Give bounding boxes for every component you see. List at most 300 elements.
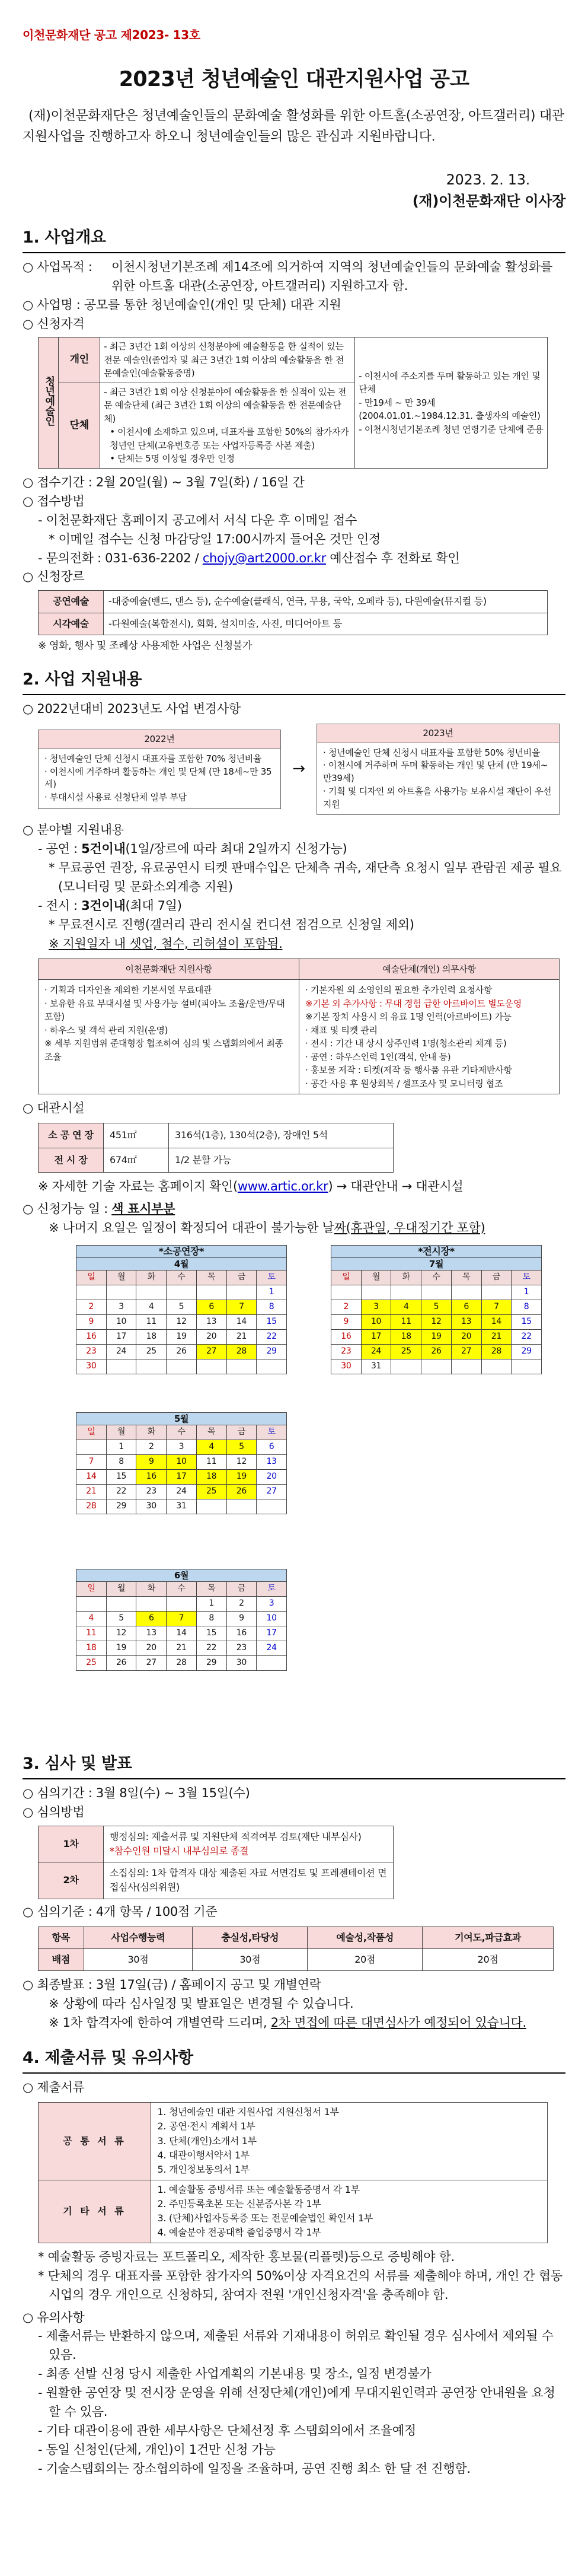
calendar-day: 16 xyxy=(136,1469,167,1484)
calendar-stage-june: 6월 일 월 화 수 목 금 토 1 2 3 4 5 6 7 8 9 10 11 12 13 14 15 16 17 18 19 20 21 22 23 24 25 26 27 28 29 30 xyxy=(76,1569,287,1671)
calendar-day: 26 xyxy=(226,1484,257,1499)
weekday-label: 화 xyxy=(136,1581,167,1596)
weekday-label: 금 xyxy=(481,1270,512,1285)
calendar-day: 7 xyxy=(226,1300,257,1314)
calendar-day: 24 xyxy=(257,1641,287,1655)
review-round: 2차 소집심의: 1차 합격자 대상 제출된 자료 서면검토 및 프레젠테이션 면접심사(심의위원) xyxy=(39,1862,394,1899)
review-period: ○ 심의기간 : 3월 8일(수) ~ 3월 15일(수) xyxy=(23,1785,250,1800)
venue-row: 소 공 연 장 451㎡ 316석(1층), 130석(2층), 장애인 5석 xyxy=(39,1123,394,1148)
calendar-day xyxy=(331,1285,362,1300)
calendar-week xyxy=(331,1344,542,1359)
calendar-day: 4 xyxy=(196,1440,226,1454)
calendar-day xyxy=(481,1285,512,1300)
calendar-day: 12 xyxy=(226,1454,257,1469)
calendar-day: 23 xyxy=(136,1484,167,1499)
calendar-day: 16 xyxy=(76,1329,107,1344)
notice-date: 2023. 2. 13. xyxy=(446,171,530,188)
calendar-day: 23 xyxy=(226,1641,257,1655)
calendar-day: 16 xyxy=(226,1626,257,1641)
calendar-day: 4 xyxy=(136,1300,167,1314)
review-method-label: ○ 심의방법 xyxy=(23,1804,85,1819)
criteria-label: ○ 심의기준 : 4개 항목 / 100점 기준 xyxy=(23,1904,218,1919)
calendar-day: 4 xyxy=(76,1611,107,1626)
method-email: - 이천문화재단 홈페이지 공고에서 서식 다운 후 이메일 접수 xyxy=(38,512,357,527)
duty-artist-items: · 기본자원 외 소영인의 필요한 추가인력 요청사항 ※기본 외 추가사항 : 무대 경험 급한 아르바이트 별도운영 ※기본 장치 사용시 의 유료 1명 인력(아르바이트) 가능 · 채표 및 티켓 관리 · 전시 : 기간 내 상시 상주인력 1명(청소관리 체계 등) · 공연 : 하우스인력 1인(객석, 안내 등) · 홍보물 제작 : 티켓(제작 등 행사품 유관 기타제반사항 · 공간 사용 후 원상회복 / 셀프조사 및 모니터링 협조 xyxy=(299,980,560,1094)
calendars xyxy=(76,1245,574,1738)
calendar-day: 29 xyxy=(257,1344,287,1359)
calendar-week xyxy=(76,1329,287,1344)
weekday-label: 화 xyxy=(136,1270,167,1285)
weekday-label: 토 xyxy=(257,1270,287,1285)
calendar-week xyxy=(76,1641,287,1655)
common-docs-list: 1. 청년예술인 대관 지원사업 지원신청서 1부 2. 공연·전시 계획서 1부 3. 단체(개인)소개서 1부 4. 대관이행서약서 1부 5. 개인정보동의서 1부 xyxy=(151,2102,548,2180)
calendar-day: 14 xyxy=(167,1626,197,1641)
calendar-day: 29 xyxy=(196,1655,226,1670)
calendar-day: 26 xyxy=(106,1655,136,1670)
calendar-day: 10 xyxy=(167,1454,197,1469)
calendar-day: 5 xyxy=(421,1300,452,1314)
calendar-week xyxy=(331,1300,542,1314)
changes-2022: 2022년 · 청년예술인 단체 신청시 대표자를 포함한 70% 청년비율 · 이천시에 거주하며 활동하는 개인 및 단체 (만 18세~만 35세) · 부대시설 사용료 신청단체 일부 부담 xyxy=(38,730,281,809)
calendar-day: 19 xyxy=(106,1641,136,1655)
section-1-title: 1. 사업개요 xyxy=(23,225,565,253)
eligibility-individual-items: - 최근 3년간 1회 이상의 신청분야에 예술활동을 한 실적이 있는 전문 예술인(졸업자 및 최근 3년간 1회 이상의 예술활동을 한 전문예술인(예술활동증명) xyxy=(100,337,355,383)
calendar-stage-may: 5월 일 월 화 수 목 금 토 1 2 3 4 5 6 7 8 9 10 11 12 13 14 15 16 17 18 19 20 21 22 23 24 25 26 27 28 29 30 31 xyxy=(76,1412,287,1514)
changes-2023: 2023년 · 청년예술인 단체 신청시 대표자를 포함한 50% 청년비율 · 이천시에 거주하며 두며 활동하는 개인 및 단체 (만 19세~만39세) · 기획 및 디자인 외 아트홀을 사용가능 보유시설 재단이 우선지원 xyxy=(317,724,560,816)
method-label: ○ 접수방법 xyxy=(23,493,85,508)
caution-2: - 최종 선발 신청 당시 제출한 사업계획의 기본내용 및 장소, 일정 변경불가 xyxy=(38,2367,432,2381)
weekday-label: 월 xyxy=(361,1270,391,1285)
calendar-day: 22 xyxy=(512,1329,542,1344)
calendar-day: 8 xyxy=(257,1300,287,1314)
calendar-day: 5 xyxy=(167,1300,197,1314)
calendar-day: 17 xyxy=(106,1329,136,1344)
section-2-title: 2. 사업 지원내용 xyxy=(23,667,565,695)
weekday-header xyxy=(76,1581,287,1596)
eligibility-common-items: - 이천시에 주소지를 두며 활동하고 있는 개인 및 단체 - 만19세 ~ 만 39세 (2004.01.01.~1984.12.31. 출생자의 예술인) - 이천시청년기본조례 청년 연령기준 단체에 준용 xyxy=(355,337,548,469)
weekday-header xyxy=(76,1270,287,1285)
genre-note: ※ 영화, 행사 및 조례상 사용제한 사업은 신청불가 xyxy=(38,639,253,652)
calendar-day: 12 xyxy=(167,1314,197,1329)
calendar-day xyxy=(481,1359,512,1374)
calendar-day: 13 xyxy=(257,1454,287,1469)
calendar-day xyxy=(136,1359,167,1374)
section-3-title: 3. 심사 및 발표 xyxy=(23,1752,565,1779)
calendar-day: 9 xyxy=(331,1314,362,1329)
weekday-label: 수 xyxy=(167,1270,197,1285)
eligibility-group: 단체 xyxy=(59,383,100,468)
calendar-week xyxy=(76,1626,287,1641)
calendar-week xyxy=(331,1314,542,1329)
score-table xyxy=(38,1927,554,1972)
calendar-day: 2 xyxy=(76,1300,107,1314)
calendar-day: 9 xyxy=(76,1314,107,1329)
calendar-day: 18 xyxy=(136,1329,167,1344)
contact-email-link[interactable]: chojy@art2000.or.kr xyxy=(202,550,326,565)
calendar-day xyxy=(136,1285,167,1300)
calendar-day: 28 xyxy=(167,1655,197,1670)
calendar-day: 8 xyxy=(106,1454,136,1469)
calendar-day: 14 xyxy=(226,1314,257,1329)
calendar-day: 17 xyxy=(167,1469,197,1484)
calendar-day: 31 xyxy=(167,1499,197,1514)
other-docs-label: 기 타 서 류 xyxy=(39,2180,151,2243)
calendar-day: 29 xyxy=(106,1499,136,1514)
venue-label: ○ 대관시설 xyxy=(23,1101,85,1116)
review-rounds-table xyxy=(38,1826,394,1899)
weekday-label: 목 xyxy=(451,1270,481,1285)
calendar-day: 3 xyxy=(361,1300,391,1314)
contact-line: - 문의전화 : 031-636-2202 / chojy@art2000.or.kr 예산접수 후 전화로 확인 xyxy=(38,550,460,565)
announcement-note-1: ※ 상황에 따라 심사일정 및 발표일은 변경될 수 있습니다. xyxy=(49,1997,354,2011)
purpose-text: 이천시청년기본조례 제14조에 의거하여 지역의 청년예술인들의 문화예술 활성화를 위한 아트홀 대관(소공연장, 아트갤러리) 지원하고자 함. xyxy=(111,259,552,293)
support-label: ○ 분야별 지원내용 xyxy=(23,823,124,838)
calendar-day: 15 xyxy=(257,1314,287,1329)
arrow-right-icon: → xyxy=(292,760,305,778)
calendar-day: 20 xyxy=(196,1329,226,1344)
documents-note-2: * 단체의 경우 대표자를 포함한 참가자의 50%이상 자격요건의 서류를 제출해야 하며, 개인 간 협동시업의 경우 개인으로 신청하되, 참여자 전원 '개인신청자격'을 충족해야 함. xyxy=(38,2268,563,2302)
calendar-day: 8 xyxy=(196,1611,226,1626)
calendar-day xyxy=(391,1359,421,1374)
calendar-day xyxy=(421,1359,452,1374)
calendar-day: 6 xyxy=(196,1300,226,1314)
support-exhibition: - 전시 : 3건이내(최대 7일) xyxy=(38,898,182,913)
calendar-day: 9 xyxy=(136,1454,167,1469)
calendar-day: 1 xyxy=(512,1285,542,1300)
support-exhibition-note: * 무료전시로 진행(갤러리 관리 전시실 컨디션 점검으로 신청일 제외) xyxy=(49,917,414,932)
caution-5: - 동일 신청인(단체, 개인)이 1건만 신청 가능 xyxy=(38,2442,276,2457)
calendar-day: 3 xyxy=(257,1596,287,1611)
calendar-day: 24 xyxy=(361,1344,391,1359)
caution-label: ○ 유의사항 xyxy=(23,2310,85,2325)
calendar-day: 24 xyxy=(167,1484,197,1499)
calendar-day xyxy=(226,1359,257,1374)
calendar-day: 6 xyxy=(257,1440,287,1454)
calendar-day: 25 xyxy=(196,1484,226,1499)
documents-label: ○ 제출서류 xyxy=(23,2080,85,2095)
calendar-stage-april: *소공연장* 4월 일 월 화 수 목 금 토 1 2 3 4 5 6 7 8 9 10 11 12 13 14 15 16 17 18 19 20 21 22 23 24 25 26 27 28 29 30 xyxy=(76,1245,287,1374)
calendar-day xyxy=(196,1285,226,1300)
calendar-day xyxy=(106,1359,136,1374)
calendar-grid xyxy=(76,1425,287,1514)
weekday-label: 일 xyxy=(331,1270,362,1285)
calendar-day: 11 xyxy=(136,1314,167,1329)
eligibility-table xyxy=(38,337,548,469)
weekday-label: 금 xyxy=(226,1581,257,1596)
homepage-link[interactable]: www.artic.or.kr xyxy=(237,1179,328,1193)
calendar-day: 13 xyxy=(451,1314,481,1329)
venue-row: 전 시 장 674㎡ 1/2 분할 가능 xyxy=(39,1148,394,1172)
calendar-week xyxy=(76,1344,287,1359)
calendar-week xyxy=(76,1300,287,1314)
calendar-day: 26 xyxy=(167,1344,197,1359)
calendar-day: 22 xyxy=(257,1329,287,1344)
calendar-day: 2 xyxy=(226,1596,257,1611)
weekday-label: 월 xyxy=(106,1270,136,1285)
calendar-day xyxy=(512,1359,542,1374)
calendar-day xyxy=(167,1285,197,1300)
calendar-day xyxy=(361,1285,391,1300)
calendar-gallery-july: *전시장* 7월 일 월 화 수 목 금 토 1 2 3 4 5 6 7 8 9 10 11 12 13 14 15 16 17 18 19 20 21 22 23 24 25 26 27 28 29 30 31 xyxy=(331,1245,542,1374)
calendar-day: 5 xyxy=(226,1440,257,1454)
calendar-week xyxy=(76,1285,287,1300)
calendar-day: 13 xyxy=(136,1626,167,1641)
calendar-day xyxy=(76,1285,107,1300)
calendar-day: 17 xyxy=(257,1626,287,1641)
calendar-day: 30 xyxy=(226,1655,257,1670)
calendar-week xyxy=(331,1285,542,1300)
calendar-week xyxy=(76,1655,287,1670)
weekday-label: 목 xyxy=(196,1270,226,1285)
eligibility-role: 청년예술인 xyxy=(39,337,59,469)
eligibility-group-items: - 최근 3년간 1회 이상 신청분야에 예술활동을 한 실적이 있는 전문 예술단체 (최근 3년간 1회 이상의 예술활동을 한 전문예술단체) • 이천시에 소재하고 있으며, 대표자를 포함한 50%의 참가자가 청년인 단체(고유번호증 또는 사업자등록증 사본 제출) • 단체는 5명 이상일 경우만 인정 xyxy=(100,383,355,468)
calendar-day: 12 xyxy=(106,1626,136,1641)
calendar-day: 26 xyxy=(421,1344,452,1359)
calendar-day: 7 xyxy=(167,1611,197,1626)
issuer: (재)이천문화재단 이사장 xyxy=(412,193,565,210)
calendar-week xyxy=(76,1611,287,1626)
review-round: 1차 행정심의: 제출서류 및 지원단체 적격여부 검토(재단 내부심사) *참수인원 미달시 내부심의로 종결 xyxy=(39,1826,394,1862)
calendar-day: 22 xyxy=(196,1641,226,1655)
calendar-grid xyxy=(76,1270,287,1374)
weekday-label: 화 xyxy=(391,1270,421,1285)
calendar-day: 6 xyxy=(136,1611,167,1626)
weekday-label: 일 xyxy=(76,1425,107,1440)
calendar-day: 30 xyxy=(76,1359,107,1374)
weekday-label: 수 xyxy=(167,1581,197,1596)
venue-table xyxy=(38,1123,394,1173)
calendar-day: 19 xyxy=(421,1329,452,1344)
caution-4: - 기타 대관이용에 관한 세부사항은 단체선정 후 스탭회의에서 조율예정 xyxy=(38,2423,416,2438)
common-docs-label: 공 통 서 류 xyxy=(39,2102,151,2180)
calendar-day: 5 xyxy=(106,1611,136,1626)
calendar-day: 3 xyxy=(106,1300,136,1314)
calendar-day: 28 xyxy=(76,1499,107,1514)
genre-row: 시각예술 -다원예술(복합전시), 회화, 설치미술, 사진, 미디어아트 등 xyxy=(39,613,548,635)
weekday-label: 일 xyxy=(76,1581,107,1596)
calendar-day: 27 xyxy=(257,1484,287,1499)
duty-table xyxy=(38,959,560,1095)
caution-3: - 원활한 공연장 및 전시장 운영을 위해 선정단체(개인)에게 무대지원인력과 공연장 안내원을 요청할 수 있음. xyxy=(38,2386,555,2419)
purpose xyxy=(23,258,565,296)
calendar-day: 16 xyxy=(331,1329,362,1344)
calendar-week xyxy=(76,1359,287,1374)
calendar-day: 11 xyxy=(196,1454,226,1469)
documents-table xyxy=(38,2102,548,2243)
calendar-week xyxy=(76,1469,287,1484)
venue-note: ※ 자세한 기술 자료는 홈페이지 확인(www.artic.or.kr) → 대관안내 → 대관시설 xyxy=(38,1179,464,1193)
calendar-day xyxy=(257,1499,287,1514)
calendar-day: 19 xyxy=(167,1329,197,1344)
caution-6: - 기술스탭회의는 장소협의하에 일정을 조율하며, 공연 진행 최소 한 달 전 진행함. xyxy=(38,2461,471,2476)
calendar-day: 6 xyxy=(451,1300,481,1314)
score-row: 배점 30점 30점 20점 20점 xyxy=(39,1949,554,1971)
calendar-day: 4 xyxy=(391,1300,421,1314)
duty-header-artist: 예술단체(개인) 의무사항 xyxy=(299,959,560,980)
calendar-day: 21 xyxy=(481,1329,512,1344)
calendar-day: 22 xyxy=(106,1484,136,1499)
weekday-label: 목 xyxy=(196,1581,226,1596)
calendar-day: 23 xyxy=(76,1344,107,1359)
calendar-grid xyxy=(76,1581,287,1671)
calendar-day: 9 xyxy=(226,1611,257,1626)
calendar-day: 10 xyxy=(106,1314,136,1329)
calendar-day: 28 xyxy=(481,1344,512,1359)
target-label: ○ 신청자격 xyxy=(23,316,85,331)
calendar-day: 30 xyxy=(136,1499,167,1514)
score-header: 항목 사업수행능력 충실성,타당성 예술성,작품성 기여도,파급효과 xyxy=(39,1927,554,1948)
calendar-day: 15 xyxy=(196,1626,226,1641)
weekday-label: 수 xyxy=(167,1425,197,1440)
calendar-day: 31 xyxy=(361,1359,391,1374)
calendar-day: 27 xyxy=(451,1344,481,1359)
weekday-label: 수 xyxy=(421,1270,452,1285)
calendar-day: 8 xyxy=(512,1300,542,1314)
weekday-label: 화 xyxy=(136,1425,167,1440)
weekday-label: 월 xyxy=(106,1581,136,1596)
calendar-day: 14 xyxy=(481,1314,512,1329)
page-title: 2023년 청년예술인 대관지원사업 공고 xyxy=(119,68,469,92)
calendar-day: 25 xyxy=(391,1344,421,1359)
calendar-day: 21 xyxy=(226,1329,257,1344)
calendar-day: 12 xyxy=(421,1314,452,1329)
support-performance-note: * 무료공연 권장, 유료공연시 티켓 판매수입은 단체측 귀속, 재단측 요청시 일부 관람권 제공 필요(모니터링 및 문화소외계층 지원) xyxy=(49,861,562,894)
weekday-label: 월 xyxy=(106,1425,136,1440)
calendar-day: 29 xyxy=(512,1344,542,1359)
calendar-week xyxy=(331,1359,542,1374)
duty-foundation-items: · 기획과 디자인을 제외한 기본서열 무료대관 · 보유한 유료 부대시설 및 사용가능 설비(피아노 조율/운반/무대 포함) · 하우스 및 객석 관리 지원(운영) ※ 세부 지원범위 준대형장 협조하여 심의 및 스탭회의에서 최종 조율 xyxy=(39,980,299,1094)
calendar-day: 10 xyxy=(257,1611,287,1626)
calendar-day: 1 xyxy=(106,1440,136,1454)
field-label: ○ 신청장르 xyxy=(23,569,85,584)
calendar-day: 23 xyxy=(331,1344,362,1359)
calendar-day: 25 xyxy=(76,1655,107,1670)
available-days-label: ○ 신청가능 일 : 색 표시부분 xyxy=(23,1201,175,1216)
calendar-day xyxy=(167,1596,197,1611)
calendar-day: 3 xyxy=(167,1440,197,1454)
calendar-week xyxy=(331,1329,542,1344)
calendar-day xyxy=(226,1285,257,1300)
calendar-day: 18 xyxy=(196,1469,226,1484)
calendar-day: 1 xyxy=(257,1285,287,1300)
calendar-day: 7 xyxy=(481,1300,512,1314)
calendar-grid xyxy=(331,1270,542,1374)
calendar-day: 14 xyxy=(76,1469,107,1484)
calendar-day: 7 xyxy=(76,1454,107,1469)
announcement-note-2: ※ 1차 합격자에 한하여 개별연락 드리며, 2차 면접에 따른 대면심사가 예정되어 있습니다. xyxy=(49,2015,526,2030)
notice-number: 이천문화재단 공고 제2023- 13호 xyxy=(23,28,200,42)
calendar-week xyxy=(76,1440,287,1454)
genre-row: 공연예술 -대중예술(밴드, 댄스 등), 순수예술(클래식, 연극, 무용, 국악, 오페라 등), 다원예술(뮤지컬 등) xyxy=(39,591,548,613)
calendar-day: 1 xyxy=(196,1596,226,1611)
calendar-day: 18 xyxy=(76,1641,107,1655)
calendar-day: 20 xyxy=(136,1641,167,1655)
calendar-day: 2 xyxy=(136,1440,167,1454)
weekday-label: 토 xyxy=(512,1270,542,1285)
weekday-label: 금 xyxy=(226,1425,257,1440)
calendar-day: 13 xyxy=(196,1314,226,1329)
calendar-day xyxy=(257,1359,287,1374)
application-period: ○ 접수기간 : 2월 20일(월) ~ 3월 7일(화) / 16일 간 xyxy=(23,475,305,489)
support-performance: - 공연 : 5건이내(1일/장르에 따라 최대 2일까지 신청가능) xyxy=(38,842,347,856)
weekday-header xyxy=(331,1270,542,1285)
support-setup-note: ※ 지원일자 내 셋업, 철수, 리허설이 포함됨. xyxy=(49,936,283,951)
calendar-day: 21 xyxy=(76,1484,107,1499)
calendar-day xyxy=(196,1499,226,1514)
calendar-day xyxy=(391,1285,421,1300)
calendar-day: 19 xyxy=(226,1469,257,1484)
caution-1: - 제출서류는 반환하지 않으며, 제출된 서류와 기재내용이 허위로 확인될 경우 심사에서 제외될 수 있음. xyxy=(38,2329,554,2362)
calendar-day: 30 xyxy=(331,1359,362,1374)
method-deadline-note: * 이메일 접수는 신청 마감당일 17:00시까지 들어온 것만 인정 xyxy=(49,531,381,546)
calendar-day: 15 xyxy=(106,1469,136,1484)
calendar-day: 17 xyxy=(361,1329,391,1344)
calendar-day: 20 xyxy=(257,1469,287,1484)
calendar-day: 11 xyxy=(76,1626,107,1641)
calendar-day xyxy=(451,1285,481,1300)
documents-note-1: * 예술활동 증빙자료는 포트폴리오, 제작한 홍보물(리플렛)등으로 증빙해야 함. xyxy=(38,2249,455,2264)
calendar-week xyxy=(76,1454,287,1469)
intro-text: (재)이천문화재단은 청년예술인들의 문화예술 활성화를 위한 아트홀(소공연장, 아트갤러리) 대관지원사업을 진행하고자 하오니 청년예술인들의 많은 관심과 지원바랍니다. xyxy=(23,108,564,145)
weekday-label: 토 xyxy=(257,1581,287,1596)
calendar-day: 2 xyxy=(331,1300,362,1314)
weekday-label: 금 xyxy=(226,1270,257,1285)
calendar-day xyxy=(226,1499,257,1514)
other-docs-list: 1. 예술활동 증빙서류 또는 예술활동증명서 각 1부 2. 주민등록초본 또는 신분증사본 각 1부 3. (단체)사업자등록증 또는 전문예술법인 확인서 1부 4. 예술분야 전공대학 졸업증명서 각 1부 xyxy=(151,2180,548,2243)
section-4-title: 4. 제출서류 및 유의사항 xyxy=(23,2046,565,2074)
available-days-note: ※ 나머지 요일은 일정이 확정되어 대관이 불가능한 날짜(휴관일, 우대정기간 포함) xyxy=(49,1220,485,1235)
calendar-day: 11 xyxy=(391,1314,421,1329)
calendar-day: 25 xyxy=(136,1344,167,1359)
calendar-day: 21 xyxy=(167,1641,197,1655)
calendar-week xyxy=(76,1596,287,1611)
calendar-week xyxy=(76,1314,287,1329)
weekday-label: 일 xyxy=(76,1270,107,1285)
calendar-day xyxy=(136,1596,167,1611)
weekday-header xyxy=(76,1425,287,1440)
calendar-week xyxy=(76,1499,287,1514)
calendar-day: 28 xyxy=(226,1344,257,1359)
calendar-day: 24 xyxy=(106,1344,136,1359)
calendar-day xyxy=(421,1285,452,1300)
calendar-day: 15 xyxy=(512,1314,542,1329)
calendar-day xyxy=(451,1359,481,1374)
calendar-day xyxy=(106,1285,136,1300)
final-announcement: ○ 최종발표 : 3월 17일(금) / 홈페이지 공고 및 개별연락 xyxy=(23,1978,321,1992)
calendar-day xyxy=(106,1596,136,1611)
calendar-day: 20 xyxy=(451,1329,481,1344)
eligibility-individual: 개인 xyxy=(59,337,100,383)
calendar-day: 27 xyxy=(196,1344,226,1359)
duty-header-foundation: 이천문화재단 지원사항 xyxy=(39,959,299,980)
purpose-label: ○ 사업목적 : xyxy=(23,259,92,274)
changes-compare xyxy=(38,724,560,816)
calendar-day: 27 xyxy=(136,1655,167,1670)
calendar-day xyxy=(196,1359,226,1374)
calendar-day xyxy=(167,1359,197,1374)
genre-table xyxy=(38,590,548,635)
calendar-day xyxy=(76,1440,107,1454)
calendar-day: 10 xyxy=(361,1314,391,1329)
calendar-day xyxy=(76,1596,107,1611)
calendar-day xyxy=(257,1655,287,1670)
calendar-day: 18 xyxy=(391,1329,421,1344)
project-name: ○ 사업명 : 공모를 통한 청년예술인(개인 및 단체) 대관 지원 xyxy=(23,297,341,312)
weekday-label: 토 xyxy=(257,1425,287,1440)
changes-label: ○ 2022년대비 2023년도 사업 변경사항 xyxy=(23,701,241,716)
calendar-week xyxy=(76,1484,287,1499)
weekday-label: 목 xyxy=(196,1425,226,1440)
